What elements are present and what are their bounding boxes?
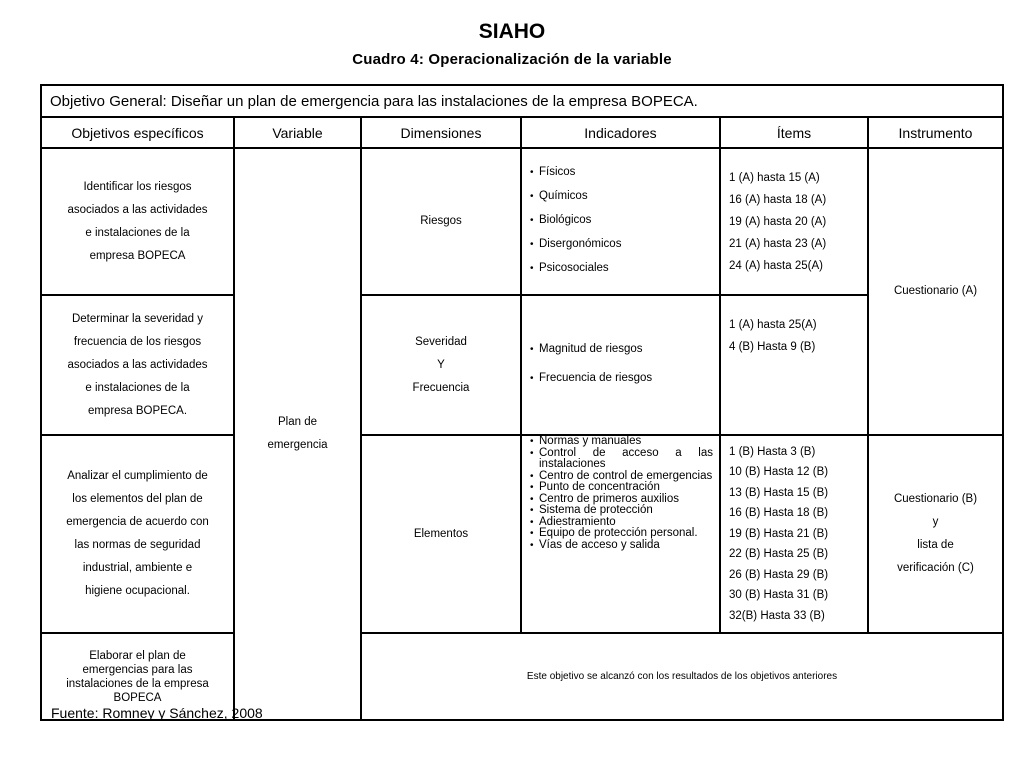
dimension-cell: Riesgos <box>361 148 521 295</box>
objetivo-cell: Elaborar el plan de emergencias para las instalaciones de la empresa BOPECA <box>41 633 234 720</box>
list-item: • Adiestramiento <box>530 517 713 529</box>
list-item: • Centro de control de emergencias <box>530 471 713 483</box>
list-item: • Centro de primeros auxilios <box>530 494 713 506</box>
variable-cell: Plan de emergencia <box>234 148 361 720</box>
objetivo-cell: Analizar el cumplimiento de los elementos del plan de emergencia de acuerdo con las normas de seguridad industrial, ambiente e higiene ocupacional. <box>41 435 234 633</box>
operacionalizacion-table-container <box>40 84 1002 721</box>
list-item: • Sistema de protección <box>530 505 713 517</box>
column-header-items: Ítems <box>720 117 868 148</box>
header-row <box>41 117 1003 148</box>
list-item: • Punto de concentración <box>530 482 713 494</box>
objetivo-cell: Determinar la severidad y frecuencia de los riesgos asociados a las actividades e instalaciones de la empresa BOPECA. <box>41 295 234 435</box>
list-item: • Disergonómicos <box>530 237 713 252</box>
dimension-cell: Severidad Y Frecuencia <box>361 295 521 435</box>
indicadores-cell <box>521 295 720 435</box>
list-item: • Frecuencia de riesgos <box>530 371 713 386</box>
list-item: • Vías de acceso y salida <box>530 540 713 552</box>
list-item: • Magnitud de riesgos <box>530 342 713 357</box>
table-row <box>41 295 1003 435</box>
list-item: • Físicos <box>530 165 713 180</box>
nota-cell: Este objetivo se alcanzó con los resultados de los objetivos anteriores <box>361 633 1003 720</box>
list-item: • Control de acceso a las instalaciones <box>530 448 713 471</box>
list-item: • Normas y manuales <box>530 436 713 448</box>
indicadores-cell <box>521 148 720 295</box>
items-cell: 1 (A) hasta 25(A) 4 (B) Hasta 9 (B) <box>720 295 868 435</box>
source-note: Fuente: Romney y Sánchez, 2008 <box>51 705 263 721</box>
items-cell: 1 (B) Hasta 3 (B) 10 (B) Hasta 12 (B) 13 (B) Hasta 15 (B) 16 (B) Hasta 18 (B) 19 (B) Hasta 21 (B) 22 (B) Hasta 25 (B) 26 (B) Hasta 29 (B) 30 (B) Hasta 31 (B) 32(B) Hasta 33 (B) <box>720 435 868 633</box>
table-row <box>41 435 1003 633</box>
list-item: • Biológicos <box>530 213 713 228</box>
objetivo-general: Objetivo General: Diseñar un plan de emergencia para las instalaciones de la empresa BOPECA. <box>41 85 1003 117</box>
column-header-indicadores: Indicadores <box>521 117 720 148</box>
items-cell: 1 (A) hasta 15 (A) 16 (A) hasta 18 (A) 19 (A) hasta 20 (A) 21 (A) hasta 23 (A) 24 (A) hasta 25(A) <box>720 148 868 295</box>
page-title: SIAHO <box>478 20 546 43</box>
dimension-cell: Elementos <box>361 435 521 633</box>
indicadores-list <box>522 342 719 386</box>
operacionalizacion-table <box>40 84 1004 721</box>
instrumento-cell: Cuestionario (A) <box>868 148 1003 435</box>
objetivo-general-row <box>41 85 1003 117</box>
list-item: • Equipo de protección personal. <box>530 528 713 540</box>
indicadores-cell <box>521 435 720 633</box>
column-header-instrumento: Instrumento <box>868 117 1003 148</box>
indicadores-list <box>522 436 719 551</box>
instrumento-cell: Cuestionario (B) y lista de verificación (C) <box>868 435 1003 633</box>
list-item: • Psicosociales <box>530 261 713 276</box>
table-caption: Cuadro 4: Operacionalización de la variable <box>352 51 672 68</box>
column-header-dimensiones: Dimensiones <box>361 117 521 148</box>
list-item: • Químicos <box>530 189 713 204</box>
table-row <box>41 148 1003 295</box>
column-header-variable: Variable <box>234 117 361 148</box>
column-header-objetivos: Objetivos específicos <box>41 117 234 148</box>
objetivo-cell: Identificar los riesgos asociados a las actividades e instalaciones de la empresa BOPECA <box>41 148 234 295</box>
indicadores-list <box>522 165 719 276</box>
